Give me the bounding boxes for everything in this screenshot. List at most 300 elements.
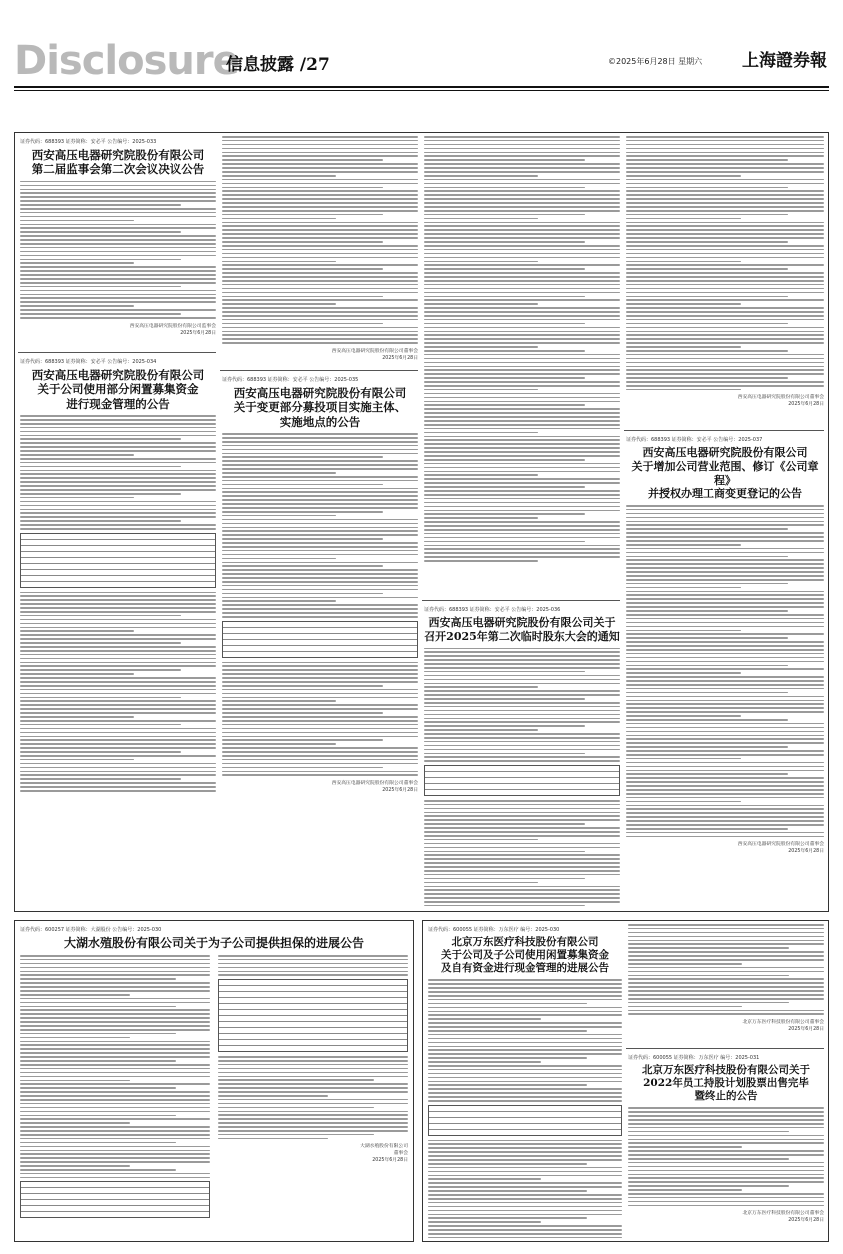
text-line: [626, 828, 788, 830]
text-line: [222, 311, 418, 313]
text-line: [424, 886, 620, 888]
text-line: [222, 342, 418, 344]
text-line: [20, 658, 216, 660]
text-line: [428, 1038, 622, 1040]
text-line: [424, 729, 538, 731]
text-line: [424, 288, 620, 290]
text-line: [428, 1167, 622, 1169]
text-line: [626, 820, 824, 822]
text-line: [626, 719, 788, 721]
text-line: [424, 667, 620, 669]
text-line: [20, 239, 216, 241]
text-line: [626, 649, 824, 651]
text-line: [424, 241, 585, 243]
text-line: [20, 266, 216, 268]
text-line: [428, 1233, 622, 1235]
text-line: [428, 1210, 622, 1212]
announcement-title: 北京万东医疗科技股份有限公司 关于公司及子公司使用闲置募集资金 及自有资金进行现金管理的进展公告: [441, 936, 609, 975]
text-line: [20, 235, 216, 237]
text-line: [218, 971, 408, 973]
text-line: [20, 309, 216, 311]
text-line: [424, 498, 620, 500]
text-line: [218, 1103, 408, 1105]
text-line: [222, 616, 418, 618]
text-line: [222, 323, 383, 325]
text-line: [424, 202, 620, 204]
text-line: [626, 524, 824, 526]
text-line: [218, 1076, 408, 1078]
text-line: [222, 167, 418, 169]
text-line: [428, 1088, 622, 1090]
text-line: [20, 1130, 210, 1132]
text-line: [222, 194, 418, 196]
text-line: [424, 718, 620, 720]
text-line: [20, 1013, 210, 1015]
text-line: [218, 1111, 408, 1113]
text-line: [626, 179, 824, 181]
text-line: [424, 521, 620, 523]
text-line: [20, 1111, 210, 1113]
text-line: [218, 959, 408, 961]
text-line: [424, 179, 620, 181]
text-line: [424, 397, 620, 399]
text-line: [222, 144, 418, 146]
text-line: [20, 1161, 210, 1163]
text-line: [628, 947, 789, 949]
text-line: [222, 472, 336, 474]
text-line: [20, 528, 216, 530]
text-line: [20, 520, 181, 522]
announcement-body: [626, 136, 824, 390]
text-line: [424, 307, 620, 309]
text-line: [218, 1095, 328, 1097]
text-line: [222, 751, 418, 753]
text-line: [428, 987, 622, 989]
text-line: [222, 488, 418, 490]
text-line: [428, 1069, 622, 1071]
text-line: [20, 1134, 210, 1136]
text-line: [222, 187, 383, 189]
text-line: [626, 571, 824, 573]
text-line: [218, 1134, 374, 1136]
text-line: [626, 261, 741, 263]
text-line: [428, 1011, 622, 1013]
text-line: [626, 319, 824, 321]
text-line: [628, 924, 824, 926]
text-line: [424, 882, 538, 884]
text-line: [626, 338, 824, 340]
text-line: [428, 1081, 622, 1083]
text-line: [424, 671, 585, 673]
announcement-body: [428, 1140, 622, 1238]
text-line: [424, 831, 620, 833]
text-line: [20, 317, 216, 319]
text-line: [628, 971, 824, 973]
text-line: [424, 552, 620, 554]
announcement-signature: 西安高压电器研究院股份有限公司董事会 2025年6月28日: [737, 842, 824, 855]
text-line: [20, 747, 216, 749]
text-line: [424, 319, 620, 321]
text-line: [20, 1157, 210, 1159]
separator: [626, 1048, 824, 1049]
text-line: [428, 1140, 622, 1142]
table-row: [21, 582, 215, 587]
text-line: [20, 1080, 130, 1082]
text-line: [20, 1041, 210, 1043]
text-line: [626, 202, 824, 204]
masthead-rule-thick: [14, 86, 829, 88]
text-line: [628, 1177, 824, 1179]
text-line: [428, 1186, 622, 1188]
announcement-body: [222, 136, 418, 344]
text-line: [424, 362, 620, 364]
text-line: [428, 1026, 622, 1028]
text-line: [222, 468, 418, 470]
text-line: [428, 1003, 587, 1005]
text-line: [626, 163, 824, 165]
text-line: [222, 716, 418, 718]
text-line: [20, 971, 210, 973]
text-line: [20, 1017, 210, 1019]
text-line: [628, 982, 824, 984]
text-line: [222, 202, 418, 204]
masthead-paper-name: 上海證券報: [742, 51, 827, 71]
text-line: [628, 1119, 824, 1121]
text-line: [20, 1173, 210, 1175]
text-line: [20, 662, 216, 664]
text-line: [428, 1084, 587, 1086]
text-line: [20, 630, 134, 632]
text-line: [626, 742, 824, 744]
text-line: [626, 653, 824, 655]
text-line: [20, 423, 216, 425]
text-line: [20, 189, 216, 191]
text-line: [20, 994, 130, 996]
text-line: [424, 218, 538, 220]
text-line: [222, 771, 418, 773]
text-line: [20, 634, 216, 636]
announcement-title: 北京万东医疗科技股份有限公司关于 2022年员工持股计划股票出售完毕 暨终止的公告: [642, 1064, 810, 1103]
text-line: [222, 550, 418, 552]
text-line: [424, 486, 585, 488]
text-line: [20, 650, 216, 652]
text-line: [626, 614, 824, 616]
text-line: [626, 225, 824, 227]
text-line: [424, 296, 585, 298]
text-line: [20, 419, 216, 421]
text-line: [20, 998, 210, 1000]
text-line: [222, 241, 383, 243]
text-line: [626, 167, 824, 169]
text-line: [222, 739, 383, 741]
text-line: [424, 315, 620, 317]
text-line: [628, 1201, 824, 1203]
text-line: [20, 1177, 210, 1179]
text-line: [626, 583, 788, 585]
text-line: [626, 715, 741, 717]
text-line: [424, 233, 620, 235]
text-line: [222, 700, 336, 702]
text-line: [428, 1096, 622, 1098]
text-line: [222, 433, 418, 435]
text-line: [626, 187, 788, 189]
text-line: [628, 928, 824, 930]
text-line: [428, 1229, 622, 1231]
text-line: [20, 595, 216, 597]
text-line: [628, 1193, 824, 1195]
text-line: [424, 878, 585, 880]
text-line: [424, 303, 538, 305]
text-line: [626, 723, 824, 725]
text-line: [20, 967, 210, 969]
text-line: [626, 366, 824, 368]
announcement-title: 大湖水殖股份有限公司关于为子公司提供担保的进展公告: [63, 936, 364, 950]
text-line: [424, 706, 620, 708]
text-line: [20, 982, 210, 984]
text-line: [424, 737, 620, 739]
separator: [18, 352, 216, 353]
text-line: [222, 515, 336, 517]
text-line: [424, 808, 620, 810]
text-line: [424, 686, 538, 688]
text-line: [628, 936, 824, 938]
text-line: [626, 373, 824, 375]
announcement-code-line: 证券代码：688393 证券简称：安必平 公告编号：2025-033: [20, 139, 157, 145]
text-line: [428, 1100, 622, 1102]
text-line: [424, 690, 620, 692]
text-line: [222, 331, 418, 333]
announcement-code-line: 证券代码：688393 证券简称：安必平 公告编号：2025-034: [20, 359, 157, 365]
text-line: [424, 381, 620, 383]
text-line: [628, 1197, 824, 1199]
text-line: [20, 1150, 210, 1152]
text-line: [626, 532, 824, 534]
text-line: [424, 874, 620, 876]
text-line: [428, 1159, 622, 1161]
announcement-body: [20, 415, 216, 529]
announcement-title: 西安高压电器研究院股份有限公司 第二届监事会第二次会议决议公告: [31, 148, 205, 177]
text-line: [424, 210, 620, 212]
text-line: [626, 136, 824, 138]
text-line: [222, 503, 418, 505]
text-line: [424, 560, 538, 562]
text-line: [20, 974, 210, 976]
announcement-body: [218, 955, 408, 976]
text-line: [222, 171, 418, 173]
text-line: [222, 218, 336, 220]
text-line: [628, 1181, 824, 1183]
text-line: [626, 148, 824, 150]
text-line: [20, 739, 216, 741]
text-line: [626, 731, 824, 733]
text-line: [20, 1056, 210, 1058]
text-line: [628, 959, 824, 961]
text-line: [222, 681, 418, 683]
text-line: [222, 315, 418, 317]
text-line: [222, 565, 383, 567]
text-line: [424, 272, 620, 274]
announcement-8: [628, 1052, 824, 1238]
text-line: [222, 736, 418, 738]
text-line: [424, 482, 620, 484]
text-line: [424, 901, 620, 903]
announcement-code-line: 证券代码：688393 证券简称：安必平 公告编号：2025-037: [626, 437, 763, 443]
text-line: [20, 262, 134, 264]
text-line: [20, 623, 216, 625]
text-line: [222, 229, 418, 231]
text-line: [626, 816, 824, 818]
text-line: [626, 257, 824, 259]
text-line: [424, 548, 620, 550]
announcement-title: 西安高压电器研究院股份有限公司 关于增加公司营业范围、修订《公司章程》 并授权办理工商变更登记的公告: [631, 446, 819, 501]
text-line: [222, 334, 418, 336]
text-line: [428, 1014, 622, 1016]
table-row: [425, 790, 619, 795]
text-line: [424, 187, 585, 189]
text-line: [222, 484, 383, 486]
text-line: [424, 249, 620, 251]
text-line: [218, 1060, 408, 1062]
text-line: [222, 222, 418, 224]
text-line: [424, 327, 620, 329]
text-line: [424, 420, 620, 422]
announcement-body: [20, 592, 216, 792]
text-line: [20, 786, 216, 788]
text-line: [222, 307, 418, 309]
text-line: [424, 366, 620, 368]
text-line: [20, 454, 134, 456]
text-line: [628, 1174, 824, 1176]
text-line: [626, 296, 788, 298]
text-line: [626, 746, 788, 748]
text-line: [424, 905, 585, 906]
announcement-continuation: [626, 136, 824, 426]
text-line: [424, 513, 585, 515]
text-line: [424, 163, 620, 165]
text-line: [222, 495, 418, 497]
text-line: [20, 763, 216, 765]
announcement-title: 西安高压电器研究院股份有限公司关于 召开2025年第二次临时股东大会的通知: [424, 616, 620, 643]
text-line: [424, 214, 585, 216]
announcement-title: 西安高压电器研究院股份有限公司 关于公司使用部分闲置募集资金 进行现金管理的公告: [31, 368, 205, 411]
text-line: [628, 951, 824, 953]
text-line: [626, 770, 824, 772]
text-line: [428, 1147, 622, 1149]
text-line: [424, 408, 620, 410]
text-line: [428, 1022, 622, 1024]
text-line: [20, 728, 216, 730]
table-row: [219, 1046, 407, 1051]
text-line: [218, 1068, 408, 1070]
text-line: [428, 1143, 622, 1145]
text-line: [222, 542, 418, 544]
text-line: [424, 510, 620, 512]
text-line: [424, 171, 620, 173]
text-line: [424, 225, 620, 227]
text-line: [428, 1030, 587, 1032]
announcement-body: [218, 1056, 408, 1139]
text-line: [626, 540, 824, 542]
text-line: [222, 554, 418, 556]
text-line: [20, 1006, 176, 1008]
text-line: [222, 685, 383, 687]
text-line: [20, 1146, 210, 1148]
text-line: [424, 416, 620, 418]
text-line: [424, 897, 620, 899]
text-line: [626, 610, 788, 612]
text-line: [20, 782, 216, 784]
text-line: [20, 704, 216, 706]
text-line: [222, 284, 418, 286]
text-line: [20, 489, 216, 491]
text-line: [222, 693, 418, 695]
text-line: [428, 1151, 622, 1153]
announcement-body: [20, 955, 210, 1178]
text-line: [20, 1048, 210, 1050]
text-line: [222, 732, 418, 734]
text-line: [20, 1002, 210, 1004]
text-line: [20, 473, 216, 475]
text-line: [222, 499, 418, 501]
text-line: [428, 1007, 622, 1009]
text-line: [222, 712, 383, 714]
text-line: [424, 194, 620, 196]
text-line: [222, 210, 418, 212]
text-line: [626, 292, 824, 294]
text-line: [222, 662, 418, 664]
text-line: [628, 1142, 824, 1144]
text-line: [20, 1115, 176, 1117]
text-line: [424, 311, 620, 313]
announcement-table: [20, 1181, 210, 1218]
text-line: [20, 978, 176, 980]
text-line: [428, 1065, 622, 1067]
text-line: [20, 259, 181, 261]
text-line: [424, 152, 620, 154]
text-line: [20, 708, 216, 710]
text-line: [424, 741, 620, 743]
text-line: [626, 350, 788, 352]
text-line: [424, 529, 620, 531]
text-line: [626, 509, 824, 511]
text-line: [626, 245, 824, 247]
text-line: [20, 466, 181, 468]
masthead: [14, 38, 829, 84]
text-line: [424, 140, 620, 142]
text-line: [424, 854, 620, 856]
text-line: [424, 455, 620, 457]
text-line: [626, 210, 824, 212]
text-line: [628, 1146, 742, 1148]
masthead-rule-thin: [14, 90, 829, 91]
text-line: [424, 733, 620, 735]
text-line: [222, 292, 418, 294]
text-line: [424, 847, 620, 849]
text-line: [424, 264, 620, 266]
text-line: [20, 1025, 210, 1027]
text-line: [20, 297, 216, 299]
announcement-code-line: 证券代码：600257 证券简称：大湖股份 公告编号：2025-030: [20, 927, 162, 933]
announcement-table: [424, 765, 620, 796]
text-line: [626, 276, 824, 278]
text-line: [424, 545, 620, 547]
text-line: [424, 439, 620, 441]
text-line: [222, 480, 418, 482]
text-line: [20, 274, 216, 276]
text-line: [424, 148, 620, 150]
text-line: [424, 136, 620, 138]
text-line: [626, 303, 741, 305]
